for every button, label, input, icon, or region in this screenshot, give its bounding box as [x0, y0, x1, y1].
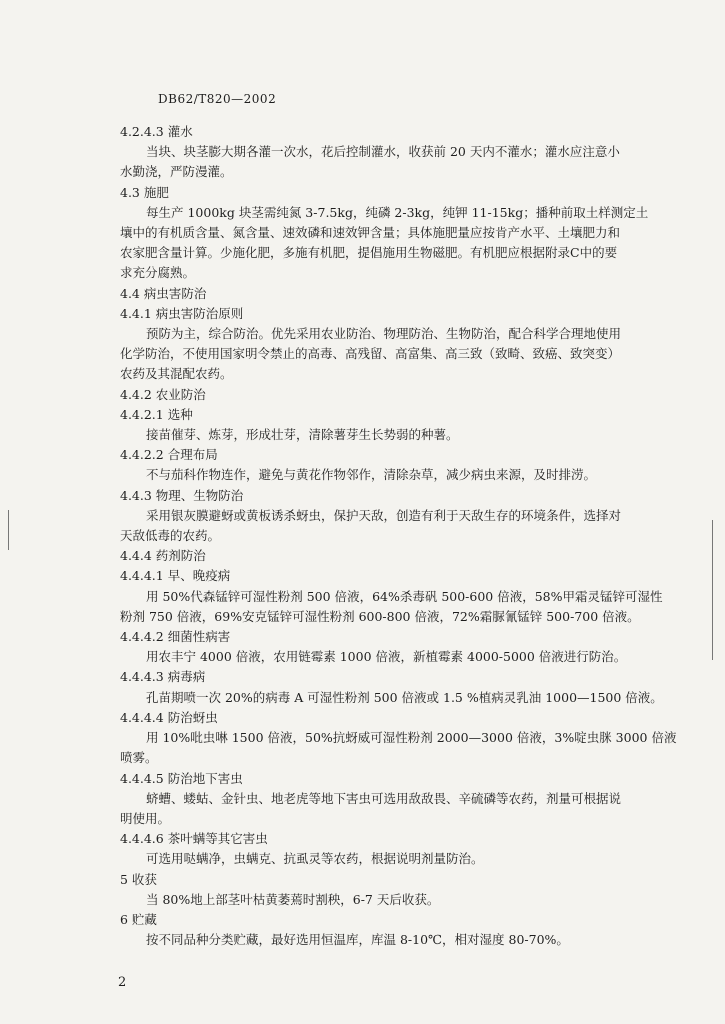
paragraph-line: 预防为主，综合防治。优先采用农业防治、物理防治、生物防治，配合科学合理地使用 — [146, 326, 622, 342]
section-heading: 6 贮藏 — [120, 911, 157, 927]
paragraph-line: 当 80%地上部茎叶枯黄萎蔫时割秧，6-7 天后收获。 — [146, 891, 440, 907]
section-heading: 4.2.4.3 灌水 — [120, 124, 193, 139]
section-heading: 4.4.4.6 茶叶螨等其它害虫 — [120, 831, 268, 847]
section-heading: 4.4.4.3 病毒病 — [120, 669, 206, 685]
section-heading: 4.3 施肥 — [120, 184, 169, 200]
section-heading: 4.4.4.4 防治蚜虫 — [120, 709, 218, 725]
paragraph-line: 不与茄科作物连作，避免与黄花作物邻作，清除杂草，减少病虫来源，及时排涝。 — [146, 467, 597, 483]
section-heading: 4.4.3 物理、生物防治 — [120, 487, 244, 503]
section-heading: 4.4.4.5 防治地下害虫 — [120, 770, 243, 786]
paragraph-line: 用农丰宁 4000 倍液，农用链霉素 1000 倍液，新植霉素 4000-5000 倍液进行防治。 — [146, 649, 627, 665]
paragraph-line: 用 10%吡虫啉 1500 倍液，50%抗蚜威可湿性粉剂 2000—3000 倍液，3%啶虫脒 3000 倍液 — [146, 730, 677, 746]
section-heading: 4.4.2.1 选种 — [120, 406, 193, 422]
paragraph-line: 农家肥含量计算。少施化肥，多施有机肥，提倡施用生物磁肥。有机肥应根据附录C中的要 — [120, 245, 618, 261]
scan-mark-left — [8, 510, 9, 550]
paragraph-line: 当块、块茎膨大期各灌一次水，花后控制灌水，收获前 20 天内不灌水；灌水应注意小 — [146, 144, 620, 160]
paragraph-line: 接苗催芽、炼芽，形成壮芽，清除薯芽生长势弱的种薯。 — [146, 427, 459, 443]
paragraph-line: 化学防治，不使用国家明令禁止的高毒、高残留、高富集、高三致（致畸、致癌、致突变） — [120, 346, 621, 362]
section-heading: 4.4.4.2 细菌性病害 — [120, 629, 231, 645]
section-heading: 4.4 病虫害防治 — [120, 285, 207, 301]
section-heading: 4.4.2 农业防治 — [120, 386, 206, 402]
paragraph-line: 水勤浇，严防漫灌。 — [120, 164, 233, 180]
scan-mark-right — [712, 520, 713, 660]
paragraph-line: 可选用哒螨净，虫螨克、抗虱灵等农药，根据说明剂量防治。 — [146, 851, 484, 867]
paragraph-line: 蛴螬、蝼蛄、金针虫、地老虎等地下害虫可选用敌敌畏、辛硫磷等农药，剂量可根据说 — [146, 790, 622, 806]
paragraph-line: 粉剂 750 倍液，69%安克锰锌可湿性粉剂 600-800 倍液，72%霜脲氰锰锌 500-700 倍液。 — [120, 608, 640, 624]
paragraph-line: 喷雾。 — [120, 750, 158, 766]
section-heading: 4.4.4 药剂防治 — [120, 548, 206, 564]
paragraph-line: 按不同品种分类贮藏，最好选用恒温库，库温 8-10℃，相对湿度 80-70%。 — [146, 932, 569, 948]
paragraph-line: 孔苗期喷一次 20%的病毒 A 可湿性粉剂 500 倍液或 1.5 %植病灵乳油 1000—1500 倍液。 — [146, 689, 663, 705]
paragraph-line: 采用银灰膜避蚜或黄板诱杀蚜虫，保护天敌，创造有利于天敌生存的环境条件，选择对 — [146, 507, 622, 523]
page-number: 2 — [118, 975, 127, 990]
paragraph-line: 用 50%代森锰锌可湿性粉剂 500 倍液，64%杀毒矾 500-600 倍液，58%甲霜灵锰锌可湿性 — [146, 588, 663, 604]
paragraph-line: 壤中的有机质含量、氮含量、速效磷和速效钾含量；具体施肥量应按肯产水平、土壤肥力和 — [120, 225, 621, 241]
paragraph-line: 农药及其混配农药。 — [120, 366, 233, 382]
paragraph-line: 每生产 1000kg 块茎需纯氮 3-7.5kg，纯磷 2-3kg，纯钾 11-15kg；播种前取土样测定土 — [146, 204, 649, 220]
standard-code: DB62/T820—2002 — [158, 92, 277, 106]
paragraph-line: 求充分腐熟。 — [120, 265, 196, 281]
section-heading: 4.4.4.1 早、晚疫病 — [120, 568, 231, 584]
section-heading: 5 收获 — [120, 871, 157, 887]
section-heading: 4.4.2.2 合理布局 — [120, 447, 218, 463]
section-heading: 4.4.1 病虫害防治原则 — [120, 305, 244, 321]
paragraph-line: 天敌低毒的农药。 — [120, 528, 221, 544]
document-body — [120, 122, 690, 950]
paragraph-line: 明使用。 — [120, 810, 171, 826]
